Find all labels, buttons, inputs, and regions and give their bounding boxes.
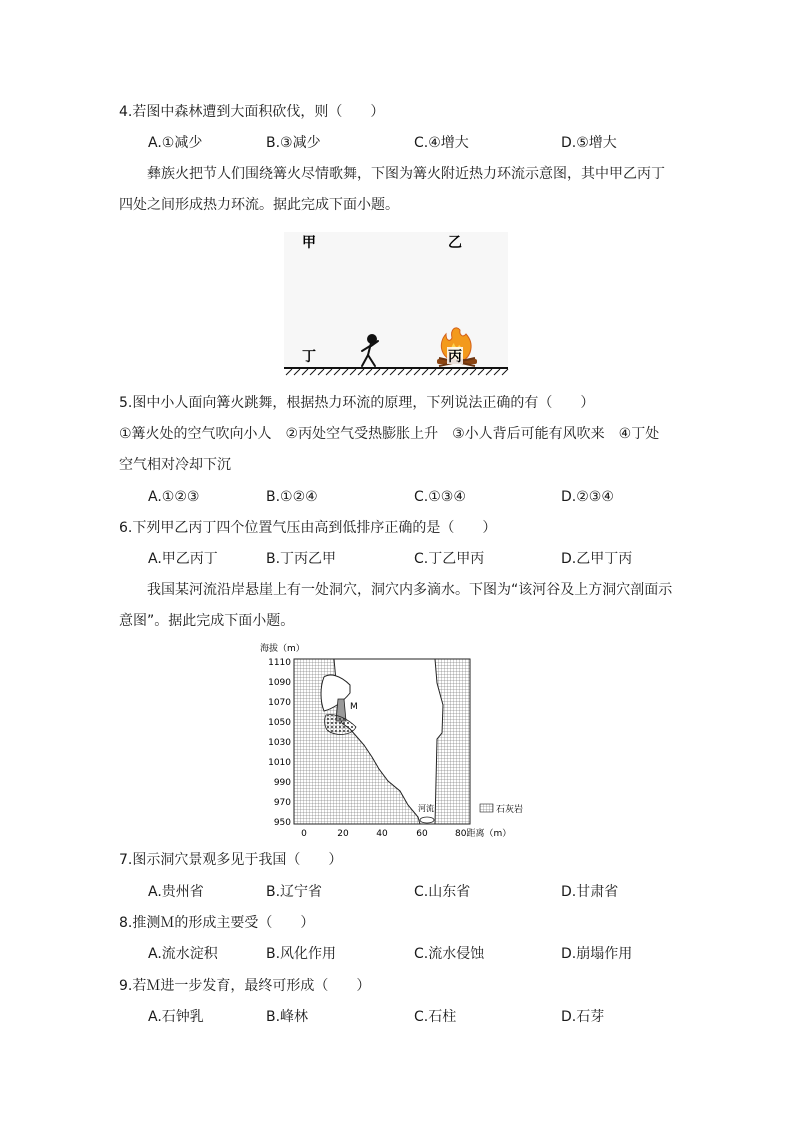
y-axis-label: 海拔（m） — [260, 644, 305, 654]
label-yi: 乙 — [448, 235, 462, 251]
q6-option-c: C.丁乙甲丙 — [414, 551, 485, 567]
q9-option-b: B.峰林 — [266, 1009, 309, 1025]
intro-2-line-1: 我国某河流沿岸悬崖上有一处洞穴，洞穴内多滴水。下图为“该河谷及上方洞穴剖面示 — [147, 582, 673, 598]
question-7-stem: 7.图示洞穴景观多见于我国（ ） — [119, 852, 343, 868]
river-channel — [420, 817, 434, 823]
q7-option-b: B.辽宁省 — [266, 884, 323, 900]
q8-option-d: D.崩塌作用 — [561, 946, 633, 962]
legend-limestone-label: 石灰岩 — [496, 805, 524, 815]
y-tick-1090: 1090 — [268, 678, 291, 688]
q9-option-a: A.石钟乳 — [148, 1009, 204, 1025]
q6-option-d: D.乙甲丁丙 — [561, 551, 633, 567]
label-jia: 甲 — [302, 235, 316, 251]
q4-option-b: B.③减少 — [266, 135, 321, 151]
q5-option-a: A.①②③ — [148, 489, 200, 505]
x-tick-0: 0 — [301, 829, 307, 839]
y-tick-1030: 1030 — [268, 738, 291, 748]
figure-bonfire-circulation — [282, 230, 512, 378]
q9-option-c: C.石柱 — [414, 1009, 457, 1025]
y-tick-950: 950 — [273, 818, 291, 828]
question-8-stem: 8.推测Ｍ的形成主要受（ ） — [119, 915, 315, 931]
question-9-stem: 9.若Ｍ进一步发育，最终可形成（ ） — [119, 978, 371, 994]
question-5-stem: 5.图中小人面向篝火跳舞，根据热力环流的原理，下列说法正确的有（ ） — [119, 395, 595, 411]
y-tick-990: 990 — [273, 778, 291, 788]
figure-background — [284, 232, 508, 367]
x-tick-20: 20 — [337, 829, 349, 839]
y-tick-1070: 1070 — [268, 698, 291, 708]
q5-statements-line-2: 空气相对冷却下沉 — [119, 457, 231, 473]
m-label: M — [350, 702, 358, 712]
intro-1-line-1: 彝族火把节人们围绕篝火尽情歌舞，下图为篝火附近热力环流示意图，其中甲乙丙丁 — [147, 166, 665, 182]
figure-cave-profile — [258, 641, 530, 841]
x-axis-label: 80距离（m） — [455, 829, 512, 839]
q4-option-a: A.①减少 — [148, 135, 203, 151]
q6-option-b: B.丁丙乙甲 — [266, 551, 337, 567]
q7-option-d: D.甘肃省 — [561, 884, 619, 900]
x-ticks — [301, 829, 428, 839]
q5-option-c: C.①③④ — [414, 489, 466, 505]
x-tick-60: 60 — [416, 829, 428, 839]
intro-2-line-2: 意图”。据此完成下面小题。 — [119, 613, 295, 629]
y-tick-1050: 1050 — [268, 718, 291, 728]
y-tick-970: 970 — [273, 798, 291, 808]
river-label: 河流 — [418, 804, 434, 813]
label-ding: 丁 — [302, 349, 316, 365]
label-bing: 丙 — [448, 349, 462, 365]
q7-option-c: C.山东省 — [414, 884, 471, 900]
q4-option-c: C.④增大 — [414, 135, 469, 151]
q8-option-a: A.流水淀积 — [148, 946, 218, 962]
q4-option-d: D.⑤增大 — [561, 135, 617, 151]
q8-option-b: B.风化作用 — [266, 946, 337, 962]
q7-option-a: A.贵州省 — [148, 884, 204, 900]
y-ticks — [268, 658, 291, 828]
q5-statements-line-1: ①篝火处的空气吹向小人 ②丙处空气受热膨胀上升 ③小人背后可能有风吹来 ④丁处 — [119, 426, 660, 442]
q8-option-c: C.流水侵蚀 — [414, 946, 485, 962]
x-tick-40: 40 — [376, 829, 388, 839]
legend-limestone-swatch — [480, 804, 493, 812]
q5-option-d: D.②③④ — [561, 489, 614, 505]
intro-1-line-2: 四处之间形成热力环流。据此完成下面小题。 — [119, 197, 399, 213]
y-tick-1110: 1110 — [268, 658, 291, 668]
ground-hatching — [286, 369, 508, 375]
q6-option-a: A.甲乙丙丁 — [148, 551, 218, 567]
question-4-stem: 4.若图中森林遭到大面积砍伐，则（ ） — [119, 104, 385, 120]
q9-option-d: D.石芽 — [561, 1009, 605, 1025]
y-tick-1010: 1010 — [268, 758, 291, 768]
question-6-stem: 6.下列甲乙丙丁四个位置气压由高到低排序正确的是（ ） — [119, 520, 497, 536]
q5-option-b: B.①②④ — [266, 489, 318, 505]
